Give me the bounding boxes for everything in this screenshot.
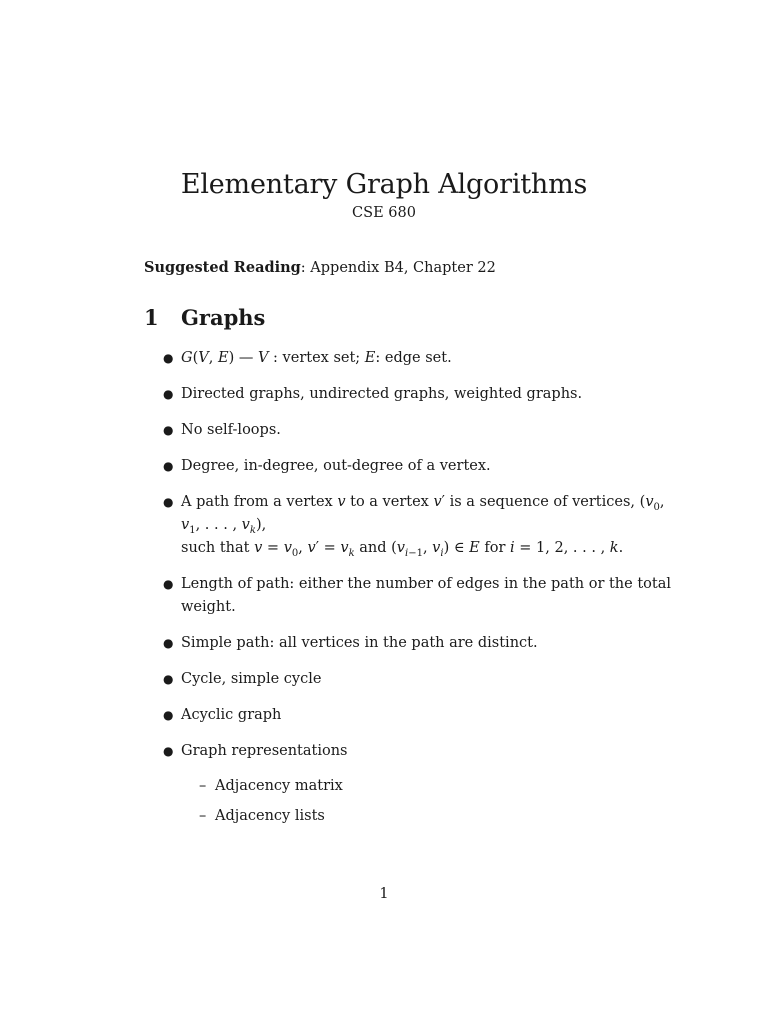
bullet-icon: ● [163,351,174,365]
bullet-icon: ● [163,459,174,473]
list-item-graph-definition: ● G(V, E) — V : vertex set; E: edge set. [162,347,684,370]
bullet-icon: ● [163,423,174,437]
list-item-simple-path: ● Simple path: all vertices in the path are distinct. [162,632,684,655]
sub-item-adjacency-matrix: – Adjacency matrix [181,775,684,798]
section-heading [144,304,684,332]
bullet-icon: ● [163,495,174,509]
document-title: Elementary Graph Algorithms [180,169,588,200]
dash-icon: – [199,808,207,824]
course-code: CSE 680 [352,205,416,221]
section-number: 1 [144,305,159,330]
bullet-icon: ● [163,672,174,686]
section-title: Graphs [181,305,266,330]
dash-icon: – [199,778,207,794]
bullet-icon: ● [163,387,174,401]
list-item-path-definition: ● A path from a vertex v to a vertex v′ is a sequence of vertices, ($v_0$, $v_1$, . . . , $v_k$), such that $v = v_0$, $v' = v_k$ and ($v_{i-1}$, $v_i$) ∈ E for i = 1, 2, . . . , k. [162,491,684,560]
suggested-reading-text: : Appendix B4, Chapter 22 [300,260,496,276]
list-item-graph-types: ● Directed graphs, undirected graphs, weighted graphs. [162,383,684,406]
list-item-path-length: ● Length of path: either the number of edges in the path or the total weight. [162,573,684,619]
suggested-reading [144,258,684,278]
bullet-icon: ● [163,708,174,722]
bullet-list [162,347,684,841]
sub-item-adjacency-lists: – Adjacency lists [181,805,684,828]
bullet-icon: ● [163,636,174,650]
bullet-icon: ● [163,577,174,591]
page-number: 1 [379,886,389,902]
suggested-reading-label: Suggested Reading [144,259,301,276]
list-item-cycle: ● Cycle, simple cycle [162,668,684,691]
graph-notation: G(V, E) — V : [181,350,278,366]
bullet-icon: ● [163,744,174,758]
list-item-representations: ● Graph representations – Adjacency matrix – Adjacency lists [162,740,684,828]
list-item-degree: ● Degree, in-degree, out-degree of a vertex. [162,455,684,478]
sub-list [181,775,684,828]
list-item-self-loops: ● No self-loops. [162,419,684,442]
list-item-acyclic: ● Acyclic graph [162,704,684,727]
